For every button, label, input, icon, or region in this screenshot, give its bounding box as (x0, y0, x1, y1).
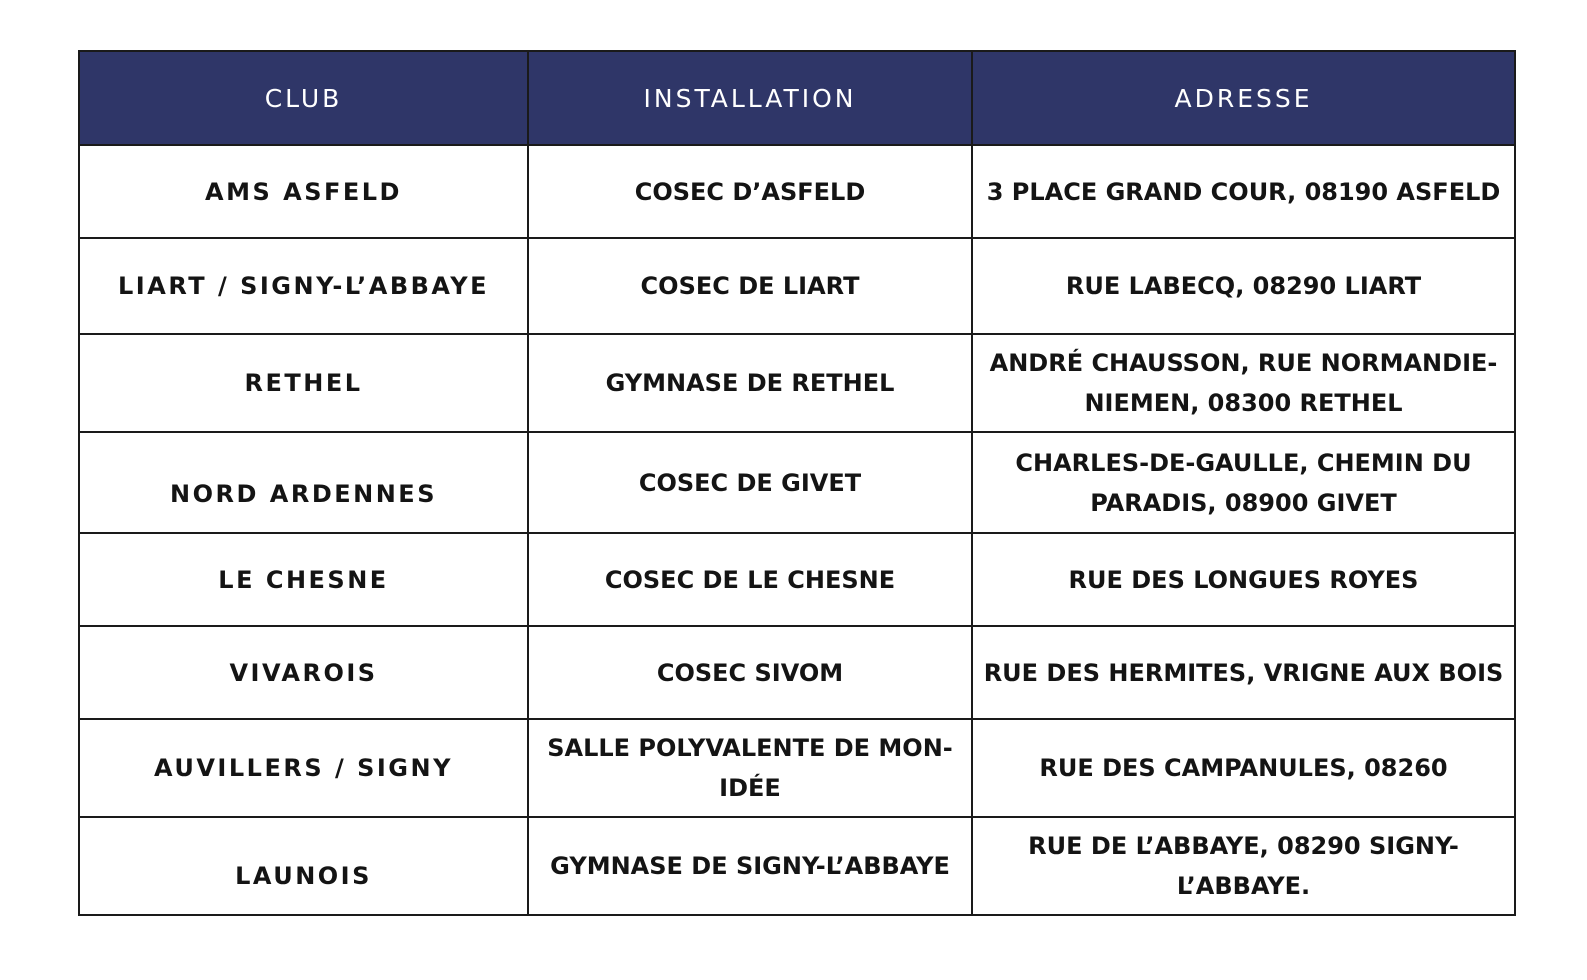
table-row (79, 238, 1515, 334)
installation-cell: COSEC DE GIVET (528, 432, 972, 533)
header-installation: INSTALLATION (528, 51, 972, 145)
club-cell: AUVILLERS / SIGNY (79, 719, 528, 817)
club-cell: RETHEL (79, 334, 528, 432)
club-cell: VIVAROIS (79, 626, 528, 719)
table-row (79, 145, 1515, 238)
installation-cell: COSEC SIVOM (528, 626, 972, 719)
installation-cell: COSEC DE LIART (528, 238, 972, 334)
table-header (79, 51, 1515, 145)
header-row (79, 51, 1515, 145)
adresse-cell: RUE DES HERMITES, VRIGNE AUX BOIS (972, 626, 1515, 719)
installation-cell: GYMNASE DE SIGNY-L’ABBAYE (528, 817, 972, 915)
header-club: CLUB (79, 51, 528, 145)
club-cell: LE CHESNE (79, 533, 528, 626)
table-row (79, 432, 1515, 533)
adresse-cell: RUE DE L’ABBAYE, 08290 SIGNY-L’ABBAYE. (972, 817, 1515, 915)
table-row (79, 719, 1515, 817)
table-row (79, 334, 1515, 432)
adresse-cell: 3 PLACE GRAND COUR, 08190 ASFELD (972, 145, 1515, 238)
installation-cell: COSEC D’ASFELD (528, 145, 972, 238)
adresse-cell: RUE DES LONGUES ROYES (972, 533, 1515, 626)
table-row (79, 533, 1515, 626)
club-cell: NORD ARDENNES (79, 432, 528, 533)
adresse-cell: CHARLES-DE-GAULLE, CHEMIN DU PARADIS, 08900 GIVET (972, 432, 1515, 533)
installation-cell: SALLE POLYVALENTE DE MON-IDÉE (528, 719, 972, 817)
table-body (79, 145, 1515, 915)
clubs-table (78, 50, 1516, 916)
installation-cell: COSEC DE LE CHESNE (528, 533, 972, 626)
adresse-cell: RUE DES CAMPANULES, 08260 (972, 719, 1515, 817)
club-cell: LIART / SIGNY-L’ABBAYE (79, 238, 528, 334)
table-row (79, 817, 1515, 915)
installation-cell: GYMNASE DE RETHEL (528, 334, 972, 432)
adresse-cell: RUE LABECQ, 08290 LIART (972, 238, 1515, 334)
club-cell: AMS ASFELD (79, 145, 528, 238)
table-row (79, 626, 1515, 719)
club-cell: LAUNOIS (79, 817, 528, 915)
header-adresse: ADRESSE (972, 51, 1515, 145)
adresse-cell: ANDRÉ CHAUSSON, RUE NORMANDIE-NIEMEN, 08300 RETHEL (972, 334, 1515, 432)
clubs-table-container (78, 50, 1514, 916)
